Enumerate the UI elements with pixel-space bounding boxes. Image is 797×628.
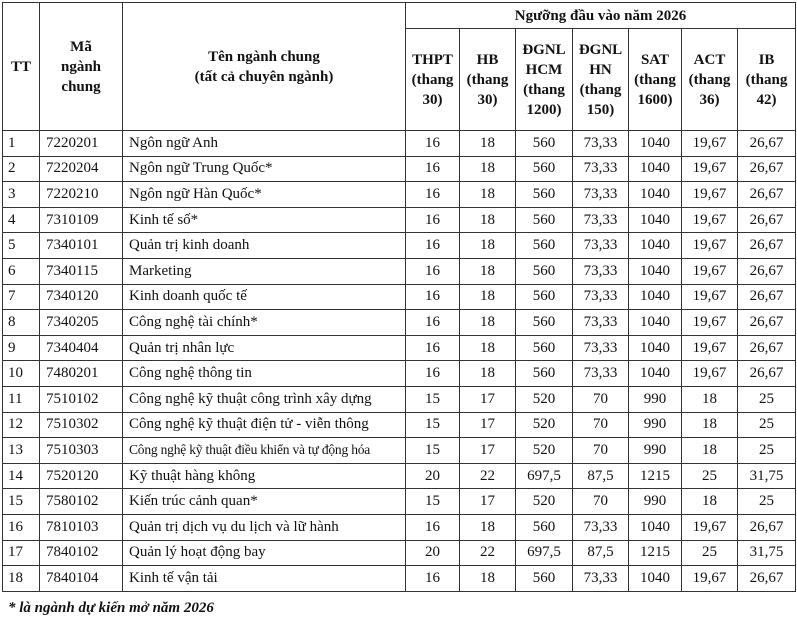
ib-score: 25 [738,412,796,438]
major-name: Kiến trúc cảnh quan* [123,489,406,515]
hb-score: 18 [460,131,516,157]
header-score-col-line: 42) [756,91,777,108]
dgnl-hcm-score: 560 [516,284,573,310]
header-name-line: (tất cả chuyên ngành) [194,68,334,85]
act-score: 19,67 [682,514,738,540]
thpt-score: 16 [406,156,460,182]
table-row [3,131,796,157]
ib-score: 26,67 [738,156,796,182]
major-code: 7220210 [40,182,123,208]
table-row [3,540,796,566]
table-row [3,463,796,489]
hb-score: 18 [460,361,516,387]
header-score-col-line: ACT [693,51,726,68]
dgnl-hn-score: 87,5 [573,463,629,489]
act-score: 18 [682,412,738,438]
sat-score: 1040 [629,361,682,387]
dgnl-hn-score: 73,33 [573,207,629,233]
thpt-score: 16 [406,514,460,540]
row-number: 13 [3,438,40,464]
dgnl-hcm-score: 560 [516,156,573,182]
act-score: 19,67 [682,284,738,310]
major-name: Marketing [123,258,406,284]
dgnl-hn-score: 73,33 [573,514,629,540]
act-score: 18 [682,489,738,515]
major-name: Kinh tế vận tải [123,566,406,592]
sat-score: 1040 [629,310,682,336]
thpt-score: 16 [406,361,460,387]
header-name-line: Tên ngành chung [208,48,320,65]
act-score: 19,67 [682,258,738,284]
thpt-score: 16 [406,566,460,592]
row-number: 8 [3,310,40,336]
major-name: Ngôn ngữ Hàn Quốc* [123,182,406,208]
thpt-score: 16 [406,182,460,208]
dgnl-hcm-score: 560 [516,182,573,208]
row-number: 6 [3,258,40,284]
dgnl-hcm-score: 520 [516,489,573,515]
thpt-score: 20 [406,463,460,489]
table-row [3,412,796,438]
ib-score: 26,67 [738,566,796,592]
header-score-col-line: 150) [586,101,615,118]
act-score: 19,67 [682,361,738,387]
dgnl-hn-score: 73,33 [573,335,629,361]
ib-score: 25 [738,438,796,464]
row-number: 5 [3,233,40,259]
thpt-score: 15 [406,386,460,412]
sat-score: 990 [629,438,682,464]
ib-score: 26,67 [738,310,796,336]
sat-score: 1215 [629,540,682,566]
row-number: 2 [3,156,40,182]
row-number: 1 [3,131,40,157]
sat-score: 1040 [629,156,682,182]
major-code: 7520120 [40,463,123,489]
table-header [3,3,796,131]
row-number: 4 [3,207,40,233]
header-score-col-line: ĐGNL [578,41,623,58]
major-code: 7340205 [40,310,123,336]
row-number: 7 [3,284,40,310]
major-code: 7220201 [40,131,123,157]
header-code-line: chung [61,78,101,95]
major-name: Công nghệ kỹ thuật công trình xây dựng [123,386,406,412]
dgnl-hcm-score: 520 [516,438,573,464]
major-code: 7840102 [40,540,123,566]
header-score-col [738,29,796,131]
act-score: 19,67 [682,207,738,233]
hb-score: 22 [460,463,516,489]
row-number: 18 [3,566,40,592]
dgnl-hcm-score: 560 [516,361,573,387]
major-name: Quản trị dịch vụ du lịch và lữ hành [123,514,406,540]
table-row [3,258,796,284]
header-score-col-line: 1200) [526,101,562,118]
sat-score: 1040 [629,284,682,310]
sat-score: 1040 [629,335,682,361]
hb-score: 17 [460,438,516,464]
table-row [3,207,796,233]
major-code: 7580102 [40,489,123,515]
row-number: 15 [3,489,40,515]
major-name: Kinh tế số* [123,207,406,233]
major-code: 7340101 [40,233,123,259]
dgnl-hn-score: 87,5 [573,540,629,566]
header-score-col-line: SAT [640,51,670,68]
major-name: Công nghệ kỹ thuật điện tử - viễn thông [123,412,406,438]
major-code: 7340404 [40,335,123,361]
hb-score: 18 [460,156,516,182]
dgnl-hcm-score: 560 [516,335,573,361]
major-name: Quản trị kinh doanh [123,233,406,259]
header-score-col-line: 30) [477,91,498,108]
admission-threshold-document [2,2,795,616]
hb-score: 18 [460,566,516,592]
dgnl-hcm-score: 560 [516,207,573,233]
act-score: 19,67 [682,131,738,157]
dgnl-hn-score: 73,33 [573,131,629,157]
act-score: 18 [682,386,738,412]
row-number: 9 [3,335,40,361]
thpt-score: 16 [406,310,460,336]
major-code: 7480201 [40,361,123,387]
ib-score: 26,67 [738,182,796,208]
dgnl-hcm-score: 697,5 [516,463,573,489]
sat-score: 990 [629,489,682,515]
ib-score: 26,67 [738,131,796,157]
dgnl-hcm-score: 560 [516,233,573,259]
ib-score: 26,67 [738,335,796,361]
header-code-line: ngành [60,58,102,75]
dgnl-hn-score: 73,33 [573,258,629,284]
hb-score: 18 [460,310,516,336]
ib-score: 26,67 [738,514,796,540]
table-row [3,233,796,259]
thpt-score: 16 [406,207,460,233]
header-score-col [516,29,573,131]
ib-score: 31,75 [738,540,796,566]
header-score-col-line: 36) [699,91,720,108]
header-score-col [460,29,516,131]
sat-score: 1040 [629,514,682,540]
sat-score: 1215 [629,463,682,489]
header-name [123,3,406,131]
dgnl-hn-score: 70 [573,489,629,515]
dgnl-hcm-score: 520 [516,412,573,438]
header-score-col-line: (thang [411,71,454,88]
hb-score: 18 [460,514,516,540]
act-score: 19,67 [682,156,738,182]
row-number: 17 [3,540,40,566]
major-name: Công nghệ tài chính* [123,310,406,336]
major-code: 7510302 [40,412,123,438]
dgnl-hcm-score: 697,5 [516,540,573,566]
ib-score: 31,75 [738,463,796,489]
sat-score: 1040 [629,566,682,592]
hb-score: 18 [460,182,516,208]
thpt-score: 15 [406,489,460,515]
header-score-col-line: (thang [688,71,731,88]
major-name: Quản trị nhân lực [123,335,406,361]
thpt-score: 15 [406,412,460,438]
major-code: 7340120 [40,284,123,310]
dgnl-hn-score: 70 [573,412,629,438]
major-code: 7840104 [40,566,123,592]
dgnl-hcm-score: 560 [516,310,573,336]
major-name: Công nghệ thông tin [123,361,406,387]
header-score-col-line: HCM [525,61,563,78]
major-name: Công nghệ kỹ thuật điều khiển và tự động hóa [123,438,406,464]
major-name: Ngôn ngữ Trung Quốc* [123,156,406,182]
thpt-score: 16 [406,258,460,284]
thpt-score: 20 [406,540,460,566]
ib-score: 26,67 [738,284,796,310]
table-row [3,566,796,592]
dgnl-hn-score: 73,33 [573,310,629,336]
dgnl-hcm-score: 560 [516,258,573,284]
dgnl-hcm-score: 560 [516,566,573,592]
major-name: Kỹ thuật hàng không [123,463,406,489]
dgnl-hn-score: 73,33 [573,284,629,310]
hb-score: 17 [460,412,516,438]
ib-score: 25 [738,489,796,515]
header-tt: TT [3,3,40,131]
thpt-score: 16 [406,131,460,157]
sat-score: 990 [629,386,682,412]
header-score-col-line: IB [758,51,775,68]
act-score: 19,67 [682,335,738,361]
dgnl-hcm-score: 560 [516,131,573,157]
act-score: 19,67 [682,566,738,592]
admission-threshold-table [2,2,796,592]
act-score: 18 [682,438,738,464]
table-body [3,131,796,592]
footnote: * là ngành dự kiến mở năm 2026 [8,600,214,616]
act-score: 25 [682,463,738,489]
header-score-col-line: HN [589,61,612,78]
table-row [3,489,796,515]
hb-score: 18 [460,335,516,361]
header-score-col-line: (thang [634,71,676,88]
header-score-col-line: 30) [422,91,443,108]
hb-score: 18 [460,258,516,284]
header-code [40,3,123,131]
header-score-col-line: (thang [579,81,622,98]
header-score-col [573,29,629,131]
ib-score: 26,67 [738,258,796,284]
header-score-col-line: THPT [412,51,453,68]
header-score-col-line: (thang [466,71,509,88]
major-name: Quản lý hoạt động bay [123,540,406,566]
thpt-score: 15 [406,438,460,464]
table-row [3,310,796,336]
header-score-col-line: 1600) [637,91,673,108]
table-row [3,438,796,464]
table-row [3,335,796,361]
hb-score: 17 [460,386,516,412]
dgnl-hn-score: 73,33 [573,182,629,208]
table-row [3,361,796,387]
row-number: 12 [3,412,40,438]
ib-score: 26,67 [738,207,796,233]
major-code: 7310109 [40,207,123,233]
header-score-col-line: HB [476,51,499,68]
hb-score: 18 [460,233,516,259]
ib-score: 26,67 [738,233,796,259]
dgnl-hcm-score: 520 [516,386,573,412]
major-code: 7340115 [40,258,123,284]
hb-score: 18 [460,207,516,233]
header-score-col [629,29,682,131]
table-row [3,156,796,182]
act-score: 25 [682,540,738,566]
table-row [3,284,796,310]
dgnl-hn-score: 73,33 [573,233,629,259]
sat-score: 1040 [629,233,682,259]
sat-score: 1040 [629,207,682,233]
dgnl-hcm-score: 560 [516,514,573,540]
major-name: Kinh doanh quốc tế [123,284,406,310]
ib-score: 25 [738,386,796,412]
header-score-col-line: (thang [523,81,565,98]
major-code: 7220204 [40,156,123,182]
hb-score: 18 [460,284,516,310]
table-row [3,386,796,412]
hb-score: 17 [460,489,516,515]
table-row [3,514,796,540]
row-number: 16 [3,514,40,540]
act-score: 19,67 [682,233,738,259]
act-score: 19,67 [682,182,738,208]
thpt-score: 16 [406,335,460,361]
header-score-col-line: (thang [745,71,788,88]
dgnl-hn-score: 70 [573,386,629,412]
act-score: 19,67 [682,310,738,336]
major-code: 7510102 [40,386,123,412]
major-code: 7510303 [40,438,123,464]
thpt-score: 16 [406,233,460,259]
hb-score: 22 [460,540,516,566]
row-number: 3 [3,182,40,208]
dgnl-hn-score: 70 [573,438,629,464]
ib-score: 26,67 [738,361,796,387]
row-number: 10 [3,361,40,387]
major-name: Ngôn ngữ Anh [123,131,406,157]
row-number: 11 [3,386,40,412]
row-number: 14 [3,463,40,489]
sat-score: 1040 [629,131,682,157]
sat-score: 1040 [629,182,682,208]
header-score-col [682,29,738,131]
header-score-col [406,29,460,131]
header-code-line: Mã [70,38,92,55]
sat-score: 1040 [629,258,682,284]
dgnl-hn-score: 73,33 [573,361,629,387]
dgnl-hn-score: 73,33 [573,566,629,592]
sat-score: 990 [629,412,682,438]
dgnl-hn-score: 73,33 [573,156,629,182]
major-code: 7810103 [40,514,123,540]
header-group-title: Ngưỡng đầu vào năm 2026 [406,3,796,29]
table-row [3,182,796,208]
header-score-col-line: ĐGNL [522,41,566,58]
thpt-score: 16 [406,284,460,310]
